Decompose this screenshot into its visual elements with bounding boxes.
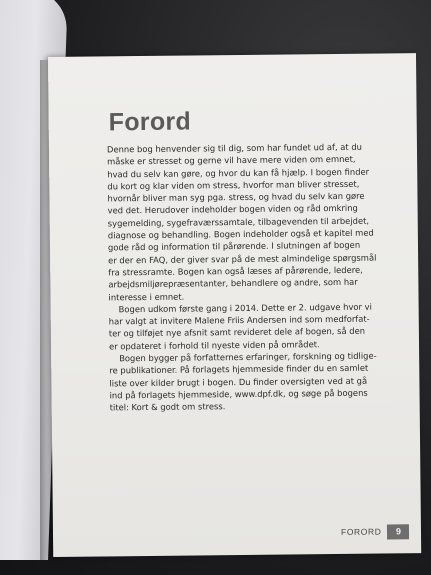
text-line: gode råd og information til pårørende. I slutningen af bogen [107, 240, 361, 253]
text-line: måske er stresset og gerne vil have mere viden om emnet, [107, 154, 356, 167]
page-footer [341, 523, 410, 540]
text-line: sygemelding, sygefraværssamtale, tilbagevenden til arbejdet, [107, 215, 370, 229]
running-head: FORORD [340, 526, 382, 537]
text-line: liste over kilder brugt i bogen. Du finder oversigten ved at gå [109, 375, 368, 389]
paragraph-3 [109, 349, 390, 413]
text-line: Denne bog henvender sig til dig, som har fundet ud af, at du [106, 141, 363, 155]
text-line: ind på forlagets hjemmeside, www.dpf.dk, og søge på bogens [109, 387, 368, 401]
text-line: Bogen udkom første gang i 2014. Dette er 2. udgave hvor vi [118, 301, 372, 315]
text-line: du kort og klar viden om stress, hvorfor man bliver stresset, [107, 178, 360, 192]
text-line: diagnose og behandling. Bogen indeholder også et kapitel med [107, 227, 374, 241]
text-line: interesse i emnet. [108, 291, 185, 302]
page-number-badge: 9 [387, 524, 409, 539]
body-text [107, 140, 390, 413]
text-line: har valgt at invitere Malene Friis Andersen ind som medforfat- [108, 313, 370, 327]
text-line: hvad du selv kan gøre, og hvor du kan få hjælp. I bogen finder [107, 166, 370, 179]
text-line: er der en FAQ, der giver svar på de mest almindelige spørgsmål [108, 252, 377, 266]
text-line: fra stressramte. Bogen kan også læses af pårørende, ledere, [108, 264, 363, 278]
paragraph-2 [109, 300, 389, 352]
text-line: er opdateret i forhold til nyeste viden på området. [108, 338, 320, 352]
paragraph-1 [107, 140, 389, 303]
text-line: re publikationer. På forlagets hjemmeside finder du en samlet [109, 363, 369, 376]
text-line: Bogen bygger på forfatternes erfaringer, forskning og tidlige- [119, 350, 377, 364]
text-line: hvornår bliver man syg pga. stress, og hvad du selv kan gøre [107, 190, 365, 204]
text-line: titel: Kort & godt om stress. [109, 401, 226, 413]
text-line: ter og tilføjet nye afsnit samt revideret dele af bogen, så den [108, 326, 366, 339]
text-line: arbejdsmiljørepræsentanter, behandlere og andre, som har [108, 277, 358, 290]
page-title: Forord [108, 107, 192, 137]
text-line: ved det. Herudover indeholder bogen viden og råd omkring [107, 203, 358, 216]
book-page [48, 53, 421, 557]
